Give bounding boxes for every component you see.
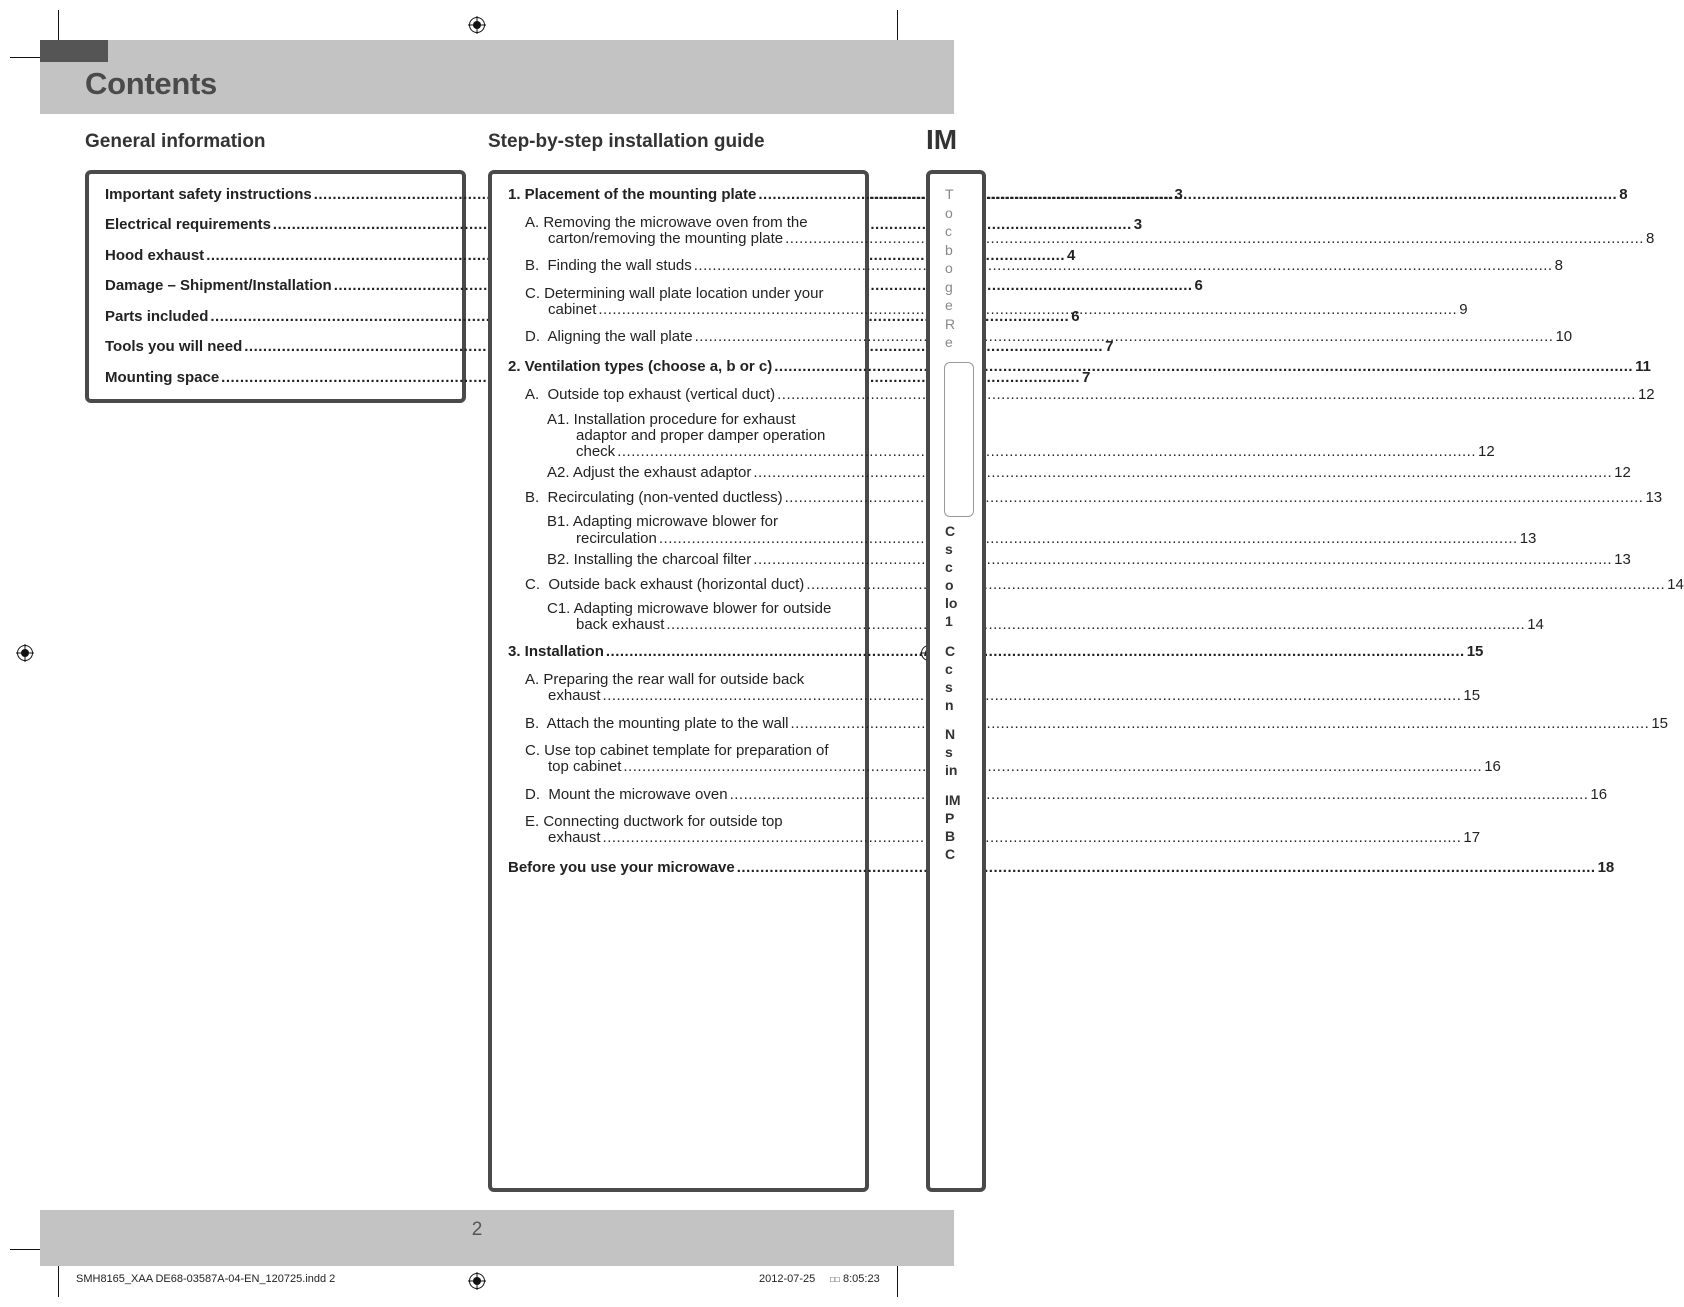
fragment-letter: IM: [945, 792, 961, 808]
next-page-bold-fragment: [945, 725, 957, 779]
fragment-letter: T: [945, 186, 954, 202]
general-information-heading: General information: [85, 131, 266, 152]
toc-entry[interactable]: [576, 443, 1495, 460]
toc-entry[interactable]: [105, 369, 1091, 386]
toc-entry-text: B. Finding the wall studs: [525, 257, 692, 274]
registration-mark-icon: [468, 1272, 486, 1290]
toc-entry-first-line: A. Removing the microwave oven from the: [525, 214, 808, 231]
page-number: 2: [471, 1219, 483, 1240]
fragment-letter: c: [945, 223, 952, 239]
toc-entry-text: A. Outside top exhaust (vertical duct): [525, 386, 776, 403]
crop-mark: [10, 1249, 40, 1250]
toc-entry-text: check: [576, 443, 616, 460]
next-page-bold-fragment: [945, 642, 955, 714]
toc-entry[interactable]: [548, 829, 1481, 846]
fragment-letter: e: [945, 297, 953, 313]
fragment-letter: o: [945, 577, 954, 593]
toc-entry[interactable]: [525, 257, 1563, 274]
dot-leader: [777, 386, 1636, 403]
toc-entry-first-line: B1. Adapting microwave blower for: [547, 513, 778, 530]
next-page-box: [926, 170, 986, 1192]
toc-entry-first-line: C. Determining wall plate location under your: [525, 285, 824, 302]
fragment-letter: o: [945, 260, 953, 276]
slug-time: 8:05:23: [843, 1273, 880, 1285]
toc-entry-page: 6: [1071, 308, 1080, 325]
toc-entry[interactable]: [525, 328, 1573, 345]
toc-entry[interactable]: [548, 301, 1468, 318]
toc-entry[interactable]: [547, 551, 1631, 568]
fragment-letter: C: [945, 643, 956, 659]
toc-entry-text: D. Mount the microwave oven: [525, 786, 728, 803]
registration-mark-icon: [16, 644, 34, 662]
dot-leader: [694, 257, 1553, 274]
toc-entry-text: Damage – Shipment/Installation: [105, 277, 332, 294]
slug-glyph: □□: [830, 1275, 840, 1284]
toc-entry-text: B. Recirculating (non-vented ductless): [525, 489, 783, 506]
next-page-inner-box: [944, 362, 974, 517]
toc-entry-text: exhaust: [548, 687, 601, 704]
next-page-title-fragment: IM: [926, 124, 958, 155]
dot-leader: [603, 829, 1462, 846]
toc-entry-page: 8: [1554, 257, 1563, 274]
toc-entry-first-line: adaptor and proper damper operation: [576, 427, 826, 444]
fragment-letter: B: [945, 828, 956, 844]
next-page-text-fragment: [945, 185, 955, 352]
toc-entry-text: exhaust: [548, 829, 601, 846]
page-title: Contents: [85, 66, 217, 101]
next-page-bold-fragment: [945, 791, 961, 863]
toc-entry-page: 3: [1133, 216, 1143, 233]
toc-entry[interactable]: [525, 489, 1663, 506]
toc-entry-text: 3. Installation: [508, 643, 604, 660]
fragment-letter: s: [945, 679, 953, 695]
fragment-letter: N: [945, 726, 956, 742]
fragment-letter: e: [945, 334, 953, 350]
toc-entry-page: 12: [1478, 443, 1495, 460]
toc-entry[interactable]: [508, 643, 1484, 660]
toc-entry-first-line: C1. Adapting microwave blower for outside: [547, 600, 832, 617]
slug-file-name: SMH8165_XAA DE68-03587A-04-EN_120725.indd 2: [76, 1273, 336, 1285]
dot-leader: [695, 328, 1554, 345]
dot-leader: [791, 715, 1650, 732]
toc-entry[interactable]: [508, 358, 1651, 375]
toc-entry-first-line: E. Connecting ductwork for outside top: [525, 813, 783, 830]
toc-entry-page: 13: [1645, 489, 1663, 506]
toc-entry-page: 15: [1466, 643, 1484, 660]
toc-entry-text: top cabinet: [548, 758, 622, 775]
dot-leader: [730, 786, 1589, 803]
toc-entry-page: 16: [1590, 786, 1608, 803]
dot-leader: [623, 758, 1482, 775]
toc-entry-page: 8: [1619, 186, 1628, 203]
toc-entry-first-line: C. Use top cabinet template for preparation of: [525, 742, 829, 759]
toc-entry[interactable]: [547, 464, 1631, 481]
toc-entry-text: Tools you will need: [105, 338, 243, 355]
toc-entry-text: Important safety instructions: [105, 186, 312, 203]
toc-entry-first-line: A. Preparing the rear wall for outside back: [525, 671, 805, 688]
fragment-letter: C: [945, 523, 956, 539]
fragment-letter: C: [945, 846, 956, 862]
toc-entry-page: 13: [1614, 551, 1631, 568]
toc-entry[interactable]: [525, 715, 1669, 732]
crop-mark: [10, 57, 40, 58]
toc-entry-page: 3: [1174, 186, 1183, 203]
fragment-letter: in: [945, 762, 958, 778]
dot-leader: [758, 186, 1617, 203]
next-page-bold-fragment: [945, 522, 957, 630]
toc-entry-text: Electrical requirements: [105, 216, 271, 233]
toc-entry[interactable]: [576, 530, 1537, 547]
fragment-letter: R: [945, 315, 956, 332]
toc-entry-text: cabinet: [548, 301, 597, 318]
dot-leader: [617, 443, 1476, 460]
toc-entry-page: 4: [1067, 247, 1076, 264]
toc-entry-page: 6: [1194, 277, 1203, 294]
toc-entry[interactable]: [525, 576, 1684, 593]
toc-entry-page: 12: [1614, 464, 1631, 481]
toc-entry-page: 17: [1463, 829, 1481, 846]
toc-entry[interactable]: [105, 338, 1114, 355]
toc-entry-page: 7: [1082, 369, 1091, 386]
toc-entry-page: 10: [1555, 328, 1573, 345]
toc-entry[interactable]: [525, 386, 1655, 403]
dot-leader: [598, 301, 1457, 318]
toc-entry[interactable]: [548, 758, 1501, 775]
toc-entry-text: C. Outside back exhaust (horizontal duct): [525, 576, 805, 593]
toc-entry-page: 16: [1484, 758, 1501, 775]
dot-leader: [774, 358, 1633, 375]
dot-leader: [753, 464, 1612, 481]
toc-entry-page: 9: [1459, 301, 1468, 318]
dot-leader: [606, 643, 1465, 660]
dot-leader: [785, 230, 1644, 247]
toc-entry-text: Hood exhaust: [105, 247, 205, 264]
toc-entry-text: Parts included: [105, 308, 209, 325]
toc-entry-page: 15: [1463, 687, 1481, 704]
toc-entry-text: B. Attach the mounting plate to the wall: [525, 715, 789, 732]
dot-leader: [603, 687, 1462, 704]
toc-entry-page: 11: [1635, 358, 1651, 375]
fragment-letter: b: [945, 241, 953, 258]
toc-entry-text: Mounting space: [105, 369, 220, 386]
fragment-letter: n: [945, 697, 954, 713]
toc-entry[interactable]: [508, 186, 1628, 203]
dot-leader: [737, 859, 1596, 876]
toc-entry[interactable]: [548, 687, 1481, 704]
toc-entry-page: 14: [1667, 576, 1684, 593]
toc-entry-page: 14: [1527, 616, 1544, 633]
dot-leader: [785, 489, 1644, 506]
fragment-letter: g: [945, 278, 953, 295]
toc-entry-page: 15: [1651, 715, 1669, 732]
fragment-letter: lo: [945, 595, 958, 611]
toc-entry-text: A2. Adjust the exhaust adaptor: [547, 464, 752, 481]
toc-entry-text: 1. Placement of the mounting plate: [508, 186, 757, 203]
fragment-letter: 1: [945, 613, 953, 629]
toc-entry-text: D. Aligning the wall plate: [525, 328, 693, 345]
toc-entry[interactable]: [508, 859, 1615, 876]
toc-entry-page: 7: [1105, 338, 1114, 355]
toc-entry-text: recirculation: [576, 530, 657, 547]
dot-leader: [753, 551, 1612, 568]
toc-entry-page: 8: [1645, 230, 1655, 247]
fragment-letter: c: [945, 661, 953, 677]
toc-entry-page: 18: [1597, 859, 1615, 876]
toc-entry-first-line: A1. Installation procedure for exhaust: [547, 411, 796, 428]
toc-entry[interactable]: [105, 247, 1076, 264]
toc-entry-page: 13: [1519, 530, 1537, 547]
dot-leader: [666, 616, 1525, 633]
header-tab: [40, 40, 108, 62]
fragment-letter: o: [945, 204, 953, 221]
fragment-letter: s: [945, 541, 953, 557]
fragment-letter: P: [945, 810, 955, 826]
toc-entry[interactable]: [548, 230, 1655, 247]
toc-entry-text: 2. Ventilation types (choose a, b or c): [508, 358, 773, 375]
fragment-letter: c: [945, 559, 953, 575]
toc-entry-text: B2. Installing the charcoal filter: [547, 551, 752, 568]
slug-date: 2012-07-25: [759, 1273, 816, 1285]
registration-mark-icon: [468, 16, 486, 34]
fragment-letter: s: [945, 744, 953, 760]
toc-entry-text: back exhaust: [576, 616, 665, 633]
toc-entry-text: Before you use your microwave: [508, 859, 735, 876]
installation-guide-heading: Step-by-step installation guide: [488, 131, 765, 152]
toc-entry-page: 12: [1637, 386, 1655, 403]
dot-leader: [659, 530, 1518, 547]
toc-entry-text: carton/removing the mounting plate: [548, 230, 784, 247]
toc-entry[interactable]: [576, 616, 1544, 633]
